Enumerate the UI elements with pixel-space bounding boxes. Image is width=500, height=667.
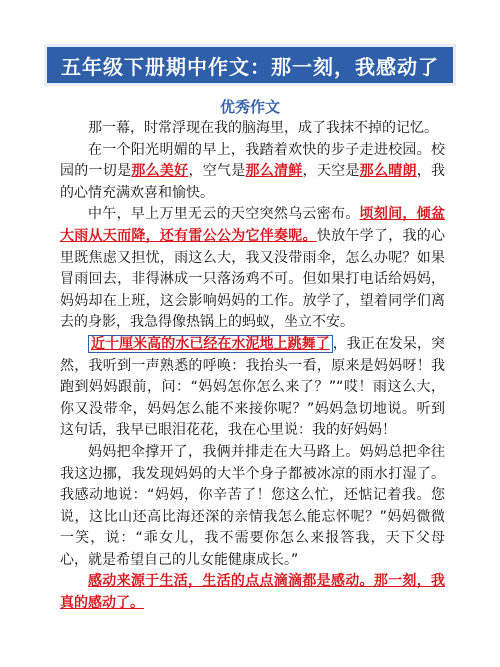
highlight: 感动来源于生活，生活的点点滴滴都是感动。那一刻，我真的感动了。 <box>60 573 445 612</box>
highlight: 顷刻间，倾盆大雨从天而降，还有雷公公为它伴奏呢。 <box>60 206 446 244</box>
highlight: 那么晴朗 <box>359 163 417 180</box>
title-banner <box>44 44 456 86</box>
text: 快放午学了，我的心里既焦虑又担忧，雨这么大，我又没带雨伞，怎么办呢？如果冒雨回去，非得淋成一只落汤鸡不可。但如果打电话给妈妈，妈妈却在上班，这会影响妈妈的工作。放学了，望着同学们离去的身影，我急得像热锅上的蚂蚁，坐立不安。 <box>60 227 446 331</box>
page-title: 五年级下册期中作文：那一刻，我感动了 <box>61 54 439 79</box>
text: 中午，早上万里无云的天空突然乌云密布。 <box>88 206 360 223</box>
text: ，天空是 <box>302 163 360 180</box>
essay-body <box>60 118 445 615</box>
text: ，我的心情充满欢喜和愉快。 <box>60 163 446 201</box>
subtitle: 优秀作文 <box>219 98 280 116</box>
paragraph-5: 妈妈把伞撑开了，我俩并排走在大马路上。妈妈总把伞往我这边挪，我发现妈妈的大半个身子都被冰凉的雨水打湿了。我感动地说：“妈妈，你辛苦了！您这么忙，还惦记着我。您说，这比山还高比海还深的亲情我怎么能忘怀呢？”妈妈微微一笑，说：“乖女儿，我不需要你怎么来报答我，天下父母心，就是希望自己的儿女能健康成长。” <box>60 443 445 568</box>
text: 在一个阳光明媚的早上，我踏着欢快的步子走进校园。校园的一切是 <box>60 141 445 180</box>
paragraph-2 <box>60 140 445 205</box>
text: ，空气是 <box>188 163 246 180</box>
highlight: 近十厘米高的水已经在水泥地上跳舞了 <box>88 335 333 353</box>
paragraph-6 <box>60 571 445 614</box>
paragraph-4 <box>60 334 445 442</box>
highlight: 那么美好 <box>131 163 189 180</box>
text: ，我正在发呆，突然，我听到一声熟悉的呼唤：我抬头一看，原来是妈妈呀！我跑到妈妈跟前，问：“妈妈怎你怎么来了？”“哎！雨这么大，你又没带伞，妈妈怎么能不来接你呢？”妈妈急切地说。听到这句话，我早已眼泪花花，我在心里说：我的好妈妈！ <box>60 335 446 439</box>
highlight: 那么清鲜 <box>245 163 303 180</box>
paragraph-1: 那一幕，时常浮现在我的脑海里，成了我抹不掉的记忆。 <box>88 120 438 136</box>
paragraph-3 <box>60 204 445 334</box>
